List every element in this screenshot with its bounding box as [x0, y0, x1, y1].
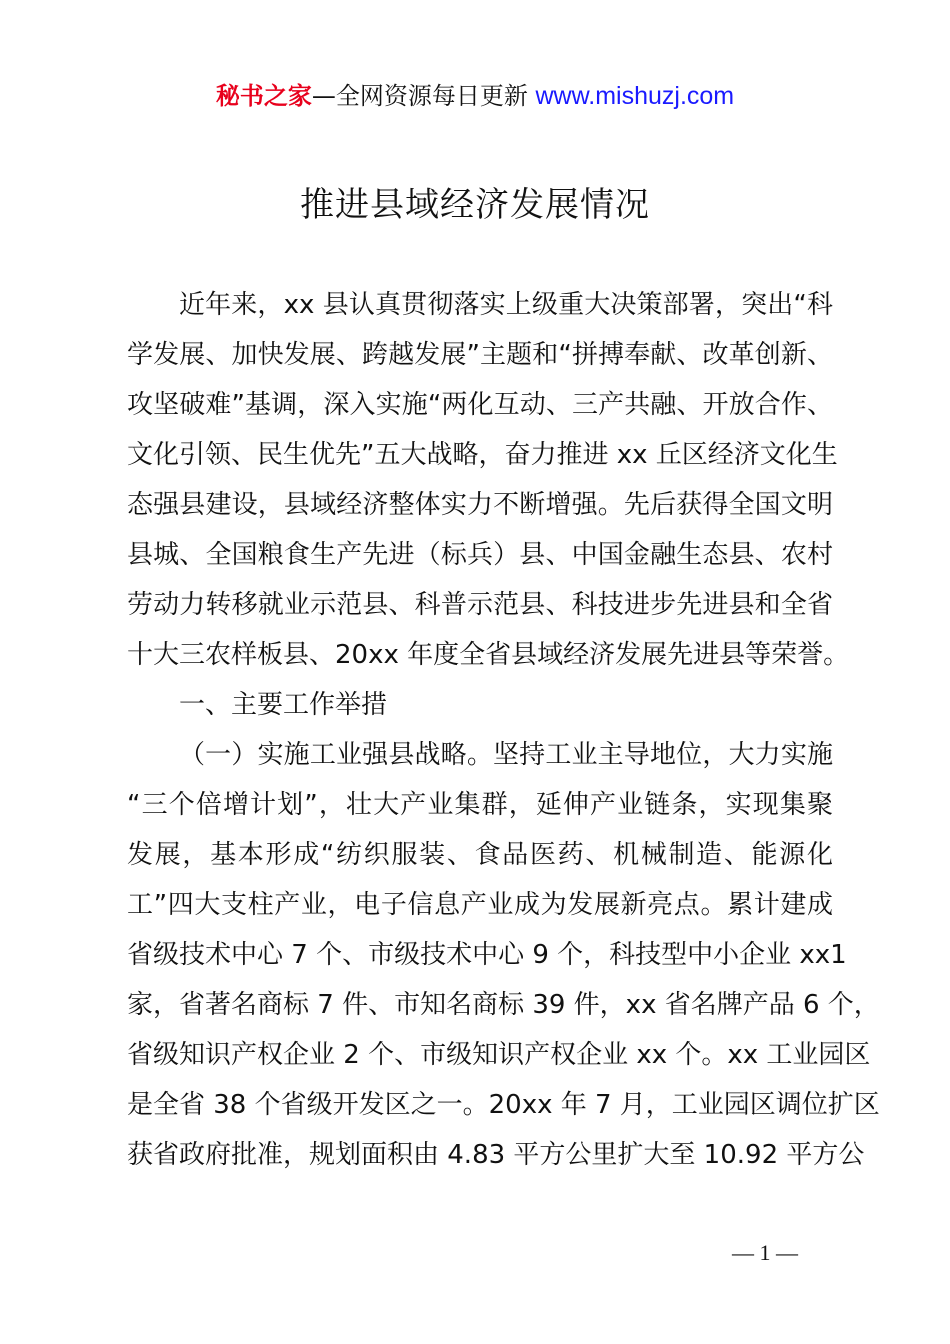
body-line-7: 劳动力转移就业示范县、科普示范县、科技进步先进县和全省 [127, 590, 833, 620]
body-line-11: “三个倍增计划”，壮大产业集群，延伸产业链条，实现集聚 [127, 790, 833, 820]
body-line-3: 攻坚破难”基调，深入实施“两化互动、三产共融、开放合作、 [127, 390, 833, 420]
body-line-15: 家，省著名商标 7 件、市知名商标 39 件，xx 省名牌产品 6 个， [127, 990, 880, 1020]
site-header [0, 80, 950, 112]
body-line-12: 发展，基本形成“纺织服装、食品医药、机械制造、能源化 [127, 840, 833, 870]
body-line-6: 县城、全国粮食生产先进（标兵）县、中国金融生态县、农村 [127, 540, 833, 570]
document-title: 推进县域经济发展情况 [300, 185, 650, 225]
body-line-4: 文化引领、民生优先”五大战略，奋力推进 xx 丘区经济文化生 [127, 440, 838, 470]
body-line-17: 是全省 38 个省级开发区之一。20xx 年 7 月，工业园区调位扩区 [127, 1090, 880, 1120]
body-line-10: （一）实施工业强县战略。坚持工业主导地位，大力实施 [179, 740, 833, 770]
body-line-13: 工”四大支柱产业，电子信息产业成为发展新亮点。累计建成 [127, 890, 833, 920]
body-line-14: 省级技术中心 7 个、市级技术中心 9 个，科技型中小企业 xx1 [127, 940, 847, 970]
site-slogan: —全网资源每日更新 [311, 82, 536, 110]
page-number: — 1 — [732, 1240, 798, 1265]
section-heading: 一、主要工作举措 [179, 690, 388, 720]
body-line-18: 获省政府批准，规划面积由 4.83 平方公里扩大至 10.92 平方公 [127, 1140, 865, 1170]
body-line-16: 省级知识产权企业 2 个、市级知识产权企业 xx 个。xx 工业园区 [127, 1040, 871, 1070]
body-line-8: 十大三农样板县、20xx 年度全省县域经济发展先进县等荣誉。 [127, 640, 850, 670]
site-url-link[interactable]: www.mishuzj.com [535, 82, 735, 110]
body-line-1: 近年来，xx 县认真贯彻落实上级重大决策部署，突出“科 [179, 290, 833, 320]
body-line-5: 态强县建设，县域经济整体实力不断增强。先后获得全国文明 [127, 490, 833, 520]
body-line-2: 学发展、加快发展、跨越发展”主题和“拼搏奉献、改革创新、 [127, 340, 833, 370]
site-brand: 秘书之家 [215, 82, 312, 110]
